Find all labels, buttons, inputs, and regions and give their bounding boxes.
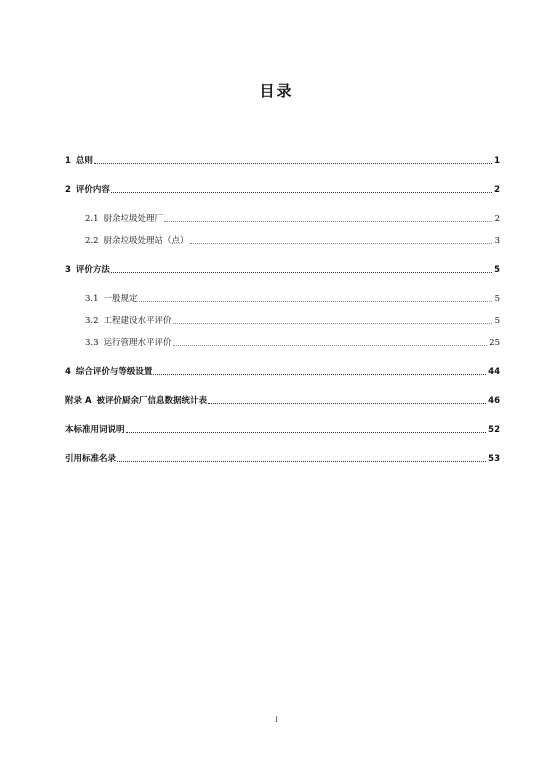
toc-entry-title: 综合评价与等级设置 xyxy=(75,367,153,377)
toc-entry-3-3[interactable] xyxy=(85,335,500,349)
toc-entry-page: 5 xyxy=(494,316,500,326)
toc-entry-3-1[interactable] xyxy=(85,291,500,305)
toc-entry-3-2[interactable] xyxy=(85,313,500,327)
toc-leader-dots xyxy=(111,271,492,273)
toc-leader-dots xyxy=(173,322,492,324)
toc-entry-number: 2.2 xyxy=(85,236,99,246)
toc-entry-title: 工程建设水平评价 xyxy=(103,316,172,326)
toc-entry-number: 3 xyxy=(65,265,71,275)
toc-entry-number: 4 xyxy=(65,367,71,377)
toc-entry-title: 厨余垃圾处理站（点） xyxy=(103,236,189,246)
toc-entry-4[interactable] xyxy=(65,364,500,378)
toc-leader-dots xyxy=(190,242,492,244)
toc-entry-page: 1 xyxy=(494,156,500,166)
toc-entry-2[interactable] xyxy=(65,182,500,196)
toc-leader-dots xyxy=(94,162,492,164)
toc-leader-dots xyxy=(164,220,492,222)
toc-entry-number: 附录 A xyxy=(65,396,92,406)
toc-entry-number: 2.1 xyxy=(85,214,99,224)
toc-entry-title: 本标准用词说明 xyxy=(65,425,125,435)
toc-entry-page: 53 xyxy=(488,454,500,464)
toc-entry-title: 评价内容 xyxy=(75,185,110,195)
toc-entry-number: 3.3 xyxy=(85,338,99,348)
toc-leader-dots xyxy=(153,373,486,375)
toc-entry-page: 2 xyxy=(494,185,500,195)
toc-entry-title: 运行管理水平评价 xyxy=(103,338,172,348)
toc-entry-page: 3 xyxy=(494,236,500,246)
toc-leader-dots xyxy=(173,344,488,346)
toc-entry-page: 52 xyxy=(488,425,500,435)
toc-entry-title: 被评价厨余厂信息数据统计表 xyxy=(96,396,208,406)
toc-entry-referenced-standards[interactable] xyxy=(65,451,500,465)
toc-entry-title: 引用标准名录 xyxy=(65,454,117,464)
toc-entry-title: 总则 xyxy=(75,156,93,166)
toc-entry-2-1[interactable] xyxy=(85,211,500,225)
toc-entry-page: 25 xyxy=(489,338,500,348)
page-number: I xyxy=(275,716,278,724)
toc-entry-number: 3.2 xyxy=(85,316,99,326)
toc-entry-appendix-a[interactable] xyxy=(65,393,500,407)
toc-entry-title: 评价方法 xyxy=(75,265,110,275)
toc-entry-page: 46 xyxy=(488,396,500,406)
toc-leader-dots xyxy=(117,460,486,462)
toc-entry-title: 厨余垃圾处理厂 xyxy=(103,214,164,224)
page-title: 目录 xyxy=(259,82,294,100)
toc-entry-title: 一般规定 xyxy=(103,294,138,304)
toc-leader-dots xyxy=(111,191,492,193)
toc-leader-dots xyxy=(208,402,486,404)
toc-entry-number: 3.1 xyxy=(85,294,99,304)
toc-entry-number: 2 xyxy=(65,185,71,195)
toc-leader-dots xyxy=(139,300,492,302)
toc-entry-page: 2 xyxy=(494,214,500,224)
toc-entry-page: 44 xyxy=(488,367,500,377)
toc-entry-page: 5 xyxy=(494,265,500,275)
toc-leader-dots xyxy=(126,431,487,433)
toc-entry-page: 5 xyxy=(494,294,500,304)
toc-entry-wording-explanation[interactable] xyxy=(65,422,500,436)
toc-entry-2-2[interactable] xyxy=(85,233,500,247)
toc-entry-number: 1 xyxy=(65,156,71,166)
toc-entry-1[interactable] xyxy=(65,153,500,167)
toc-entry-3[interactable] xyxy=(65,262,500,276)
